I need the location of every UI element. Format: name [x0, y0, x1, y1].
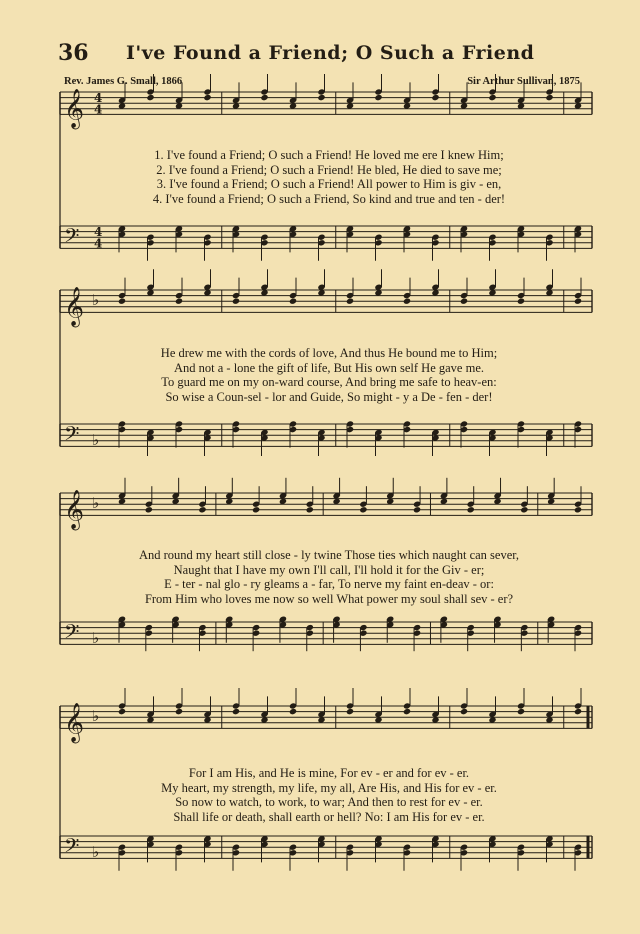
lyric-line: 3. I've found a Friend; O such a Friend! All power to Him is giv - en,: [156, 177, 502, 191]
note-head: [317, 94, 325, 101]
hymn-number: 36: [58, 40, 89, 66]
lyric-line: And round my heart still close - ly twine Those ties which naught can sever,: [138, 548, 520, 562]
treble-clef-icon: 𝄞: [64, 286, 85, 327]
note-head: [488, 94, 496, 101]
note-head: [460, 708, 468, 715]
note-head: [203, 94, 211, 101]
note-head: [545, 94, 553, 101]
lyricist-credit: Rev. James G. Small, 1866: [64, 76, 183, 87]
lyric-line: To guard me on my on-ward course, And bring me safe to heav-en:: [161, 375, 497, 389]
lyric-line: Shall life or death, shall earth or hell? No: I am His for ev - er.: [173, 809, 485, 824]
note-head: [403, 708, 411, 715]
lyric-line: 2. I've found a Friend; O such a Friend! He bled, He died to save me;: [156, 162, 502, 177]
flat-key-signature-icon: ♭: [92, 494, 100, 513]
bass-clef-icon: 𝄢: [64, 619, 80, 648]
note-head: [145, 506, 153, 513]
flat-key-signature-icon: ♭: [92, 430, 100, 449]
treble-clef-icon: 𝄞: [64, 88, 85, 129]
note-head: [175, 298, 183, 305]
note-head: [403, 298, 411, 305]
note-head: [574, 506, 582, 513]
note-head: [574, 708, 582, 715]
lyric-line: So wise a Coun-sel - lor and Guide, So might - y a De - fen - der!: [165, 389, 493, 404]
note-head: [467, 506, 475, 513]
lyric-line: For I am His, and He is mine, For ev - er and for ev - er.: [188, 766, 470, 780]
note-head: [517, 298, 525, 305]
note-head: [346, 708, 354, 715]
bass-clef-icon: 𝄢: [64, 833, 80, 862]
time-signature-bottom: 4: [94, 236, 103, 251]
lyric-line: 1. I've found a Friend; O such a Friend! He loved me ere I knew Him;: [154, 148, 504, 162]
note-head: [175, 708, 183, 715]
flat-key-signature-icon: ♭: [92, 842, 100, 861]
note-head: [346, 298, 354, 305]
note-head: [306, 506, 314, 513]
note-head: [359, 506, 367, 513]
bass-clef-icon: 𝄢: [64, 421, 80, 450]
note-head: [232, 298, 240, 305]
note-head: [260, 94, 268, 101]
note-head: [517, 708, 525, 715]
lyric-line: E - ter - nal glo - ry gleams a - far, To nerve my faint en-deav - or:: [164, 577, 494, 591]
lyric-line: From Him who loves me now so well What power my soul shall sev - er?: [144, 591, 514, 606]
flat-key-signature-icon: ♭: [92, 628, 100, 647]
lyric-line: My heart, my strength, my life, my all, Are His, and His for ev - er.: [161, 780, 497, 795]
lyric-line: So now to watch, to work, to war; And then to rest for ev - er.: [175, 795, 483, 809]
note-head: [413, 506, 421, 513]
note-head: [198, 506, 206, 513]
time-signature-top: 4: [94, 225, 103, 240]
note-head: [374, 94, 382, 101]
lyrics-system-3: [64, 548, 594, 606]
hymn-title: I've Found a Friend; O Such a Friend: [126, 42, 535, 64]
note-head: [289, 708, 297, 715]
lyric-line: He drew me with the cords of love, And thus He bound me to Him;: [160, 346, 498, 360]
flat-key-signature-icon: ♭: [92, 291, 100, 310]
note-head: [146, 94, 154, 101]
lyric-line: 4. I've found a Friend; O such a Friend, So kind and true and ten - der!: [152, 191, 506, 206]
lyric-line: Naught that I have my own I'll call, I'll hold it for the Giv - er;: [173, 562, 485, 577]
note-head: [574, 298, 582, 305]
note-head: [431, 94, 439, 101]
note-head: [289, 298, 297, 305]
lyrics-system-2: [64, 346, 594, 404]
time-signature-bottom: 4: [94, 102, 103, 117]
note-head: [118, 708, 126, 715]
lyrics-system-1: [64, 148, 594, 206]
composer-credit: Sir Arthur Sullivan, 1875: [467, 76, 580, 87]
lyric-line: And not a - lone the gift of life, But His own self He gave me.: [174, 360, 484, 375]
flat-key-signature-icon: ♭: [92, 707, 100, 726]
note-head: [118, 298, 126, 305]
time-signature-top: 4: [94, 91, 103, 106]
treble-clef-icon: 𝄞: [64, 489, 85, 530]
treble-clef-icon: 𝄞: [64, 702, 85, 743]
note-head: [520, 506, 528, 513]
bass-clef-icon: 𝄢: [64, 223, 80, 252]
note-head: [252, 506, 260, 513]
note-head: [232, 708, 240, 715]
note-head: [460, 298, 468, 305]
lyrics-system-4: [64, 766, 594, 824]
